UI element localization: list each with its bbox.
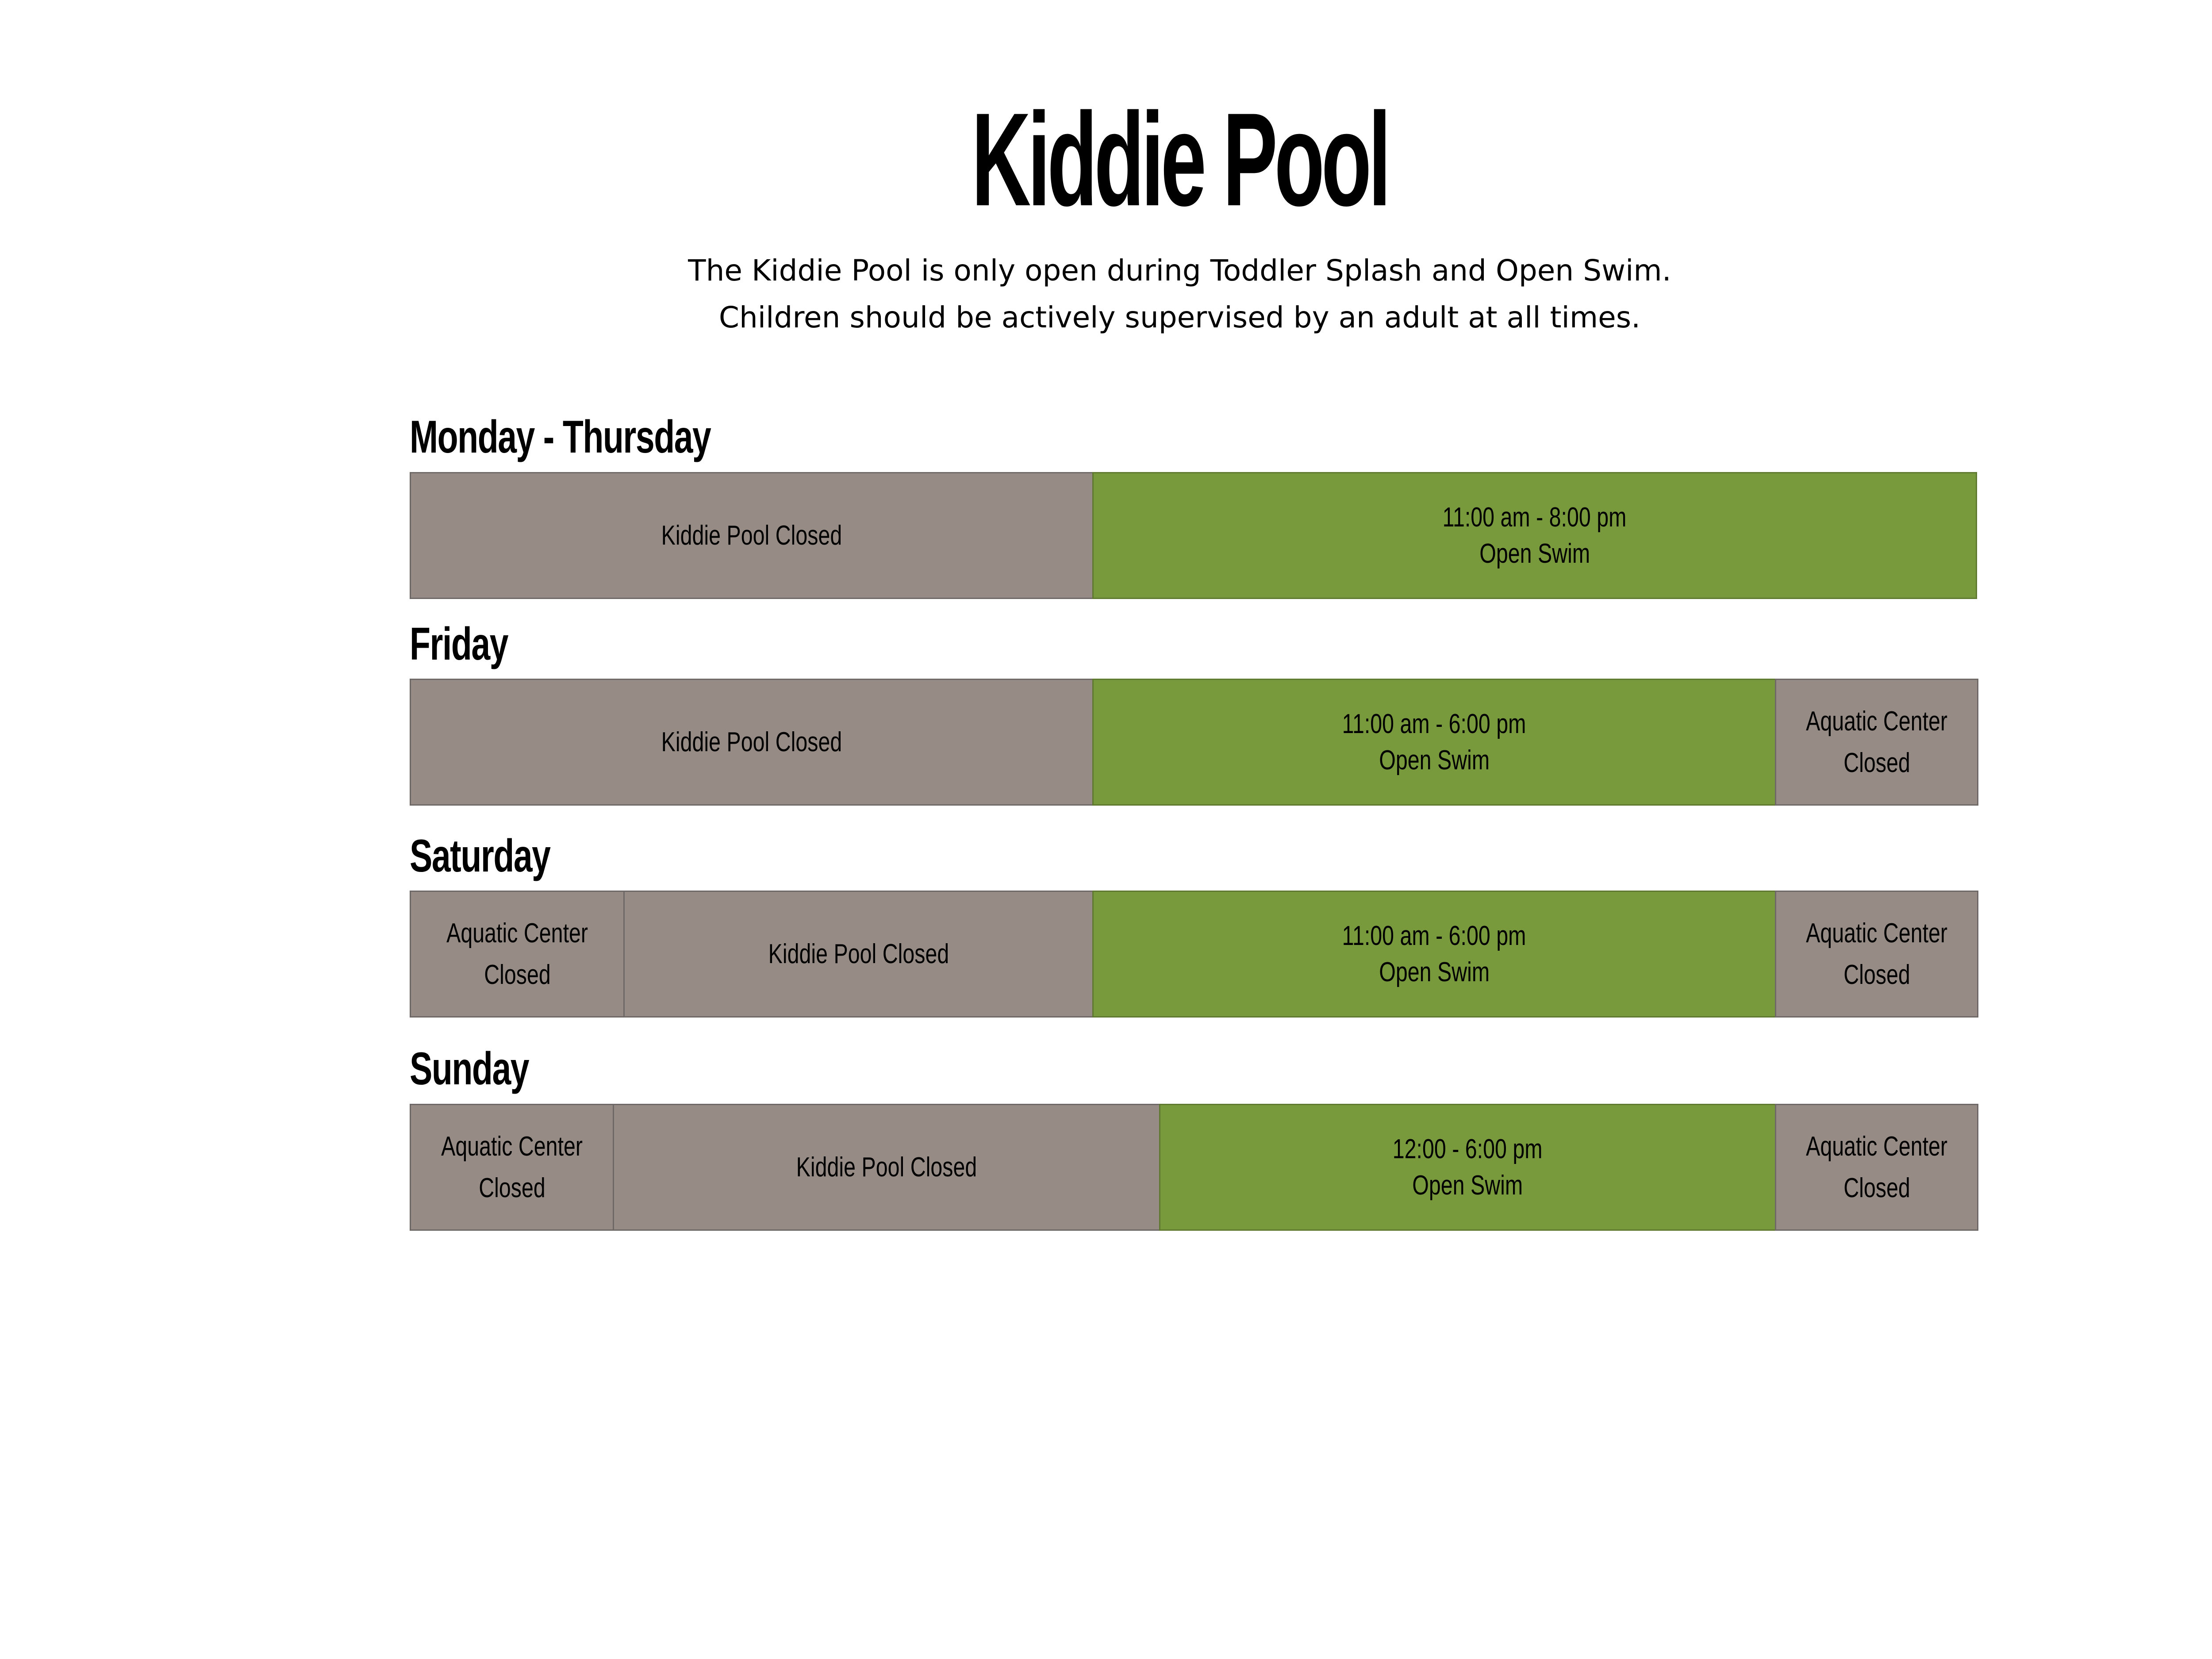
schedule-row-monday-thursday (410, 472, 1978, 599)
block-time: 12:00 - 6:00 pm (1393, 1133, 1543, 1164)
schedule-block (1092, 891, 1776, 1018)
block-text: Aquatic Center (441, 1131, 583, 1162)
schedule-block (410, 679, 1094, 806)
day-label-monday-thursday: Monday - Thursday (410, 411, 711, 463)
schedule-block (410, 472, 1094, 599)
block-time: 11:00 am - 8:00 pm (1443, 502, 1627, 533)
schedule-row-sunday (410, 1104, 1978, 1231)
schedule-block (1775, 679, 1978, 806)
intro-line-1: The Kiddie Pool is only open during Toddler Splash and Open Swim. (688, 253, 1671, 288)
schedule-block (1159, 1104, 1776, 1231)
schedule-block (1092, 679, 1776, 806)
block-text: Open Swim (1479, 538, 1590, 569)
block-text: Kiddie Pool Closed (661, 726, 842, 757)
schedule-block (1092, 472, 1977, 599)
intro-line-2: Children should be actively supervised by an adult at all times. (718, 300, 1641, 334)
schedule-block (410, 1104, 614, 1231)
block-text: Aquatic Center (1806, 706, 1947, 737)
schedule-block (613, 1104, 1160, 1231)
block-text: Aquatic Center (446, 918, 588, 949)
schedule-row-saturday (410, 891, 1978, 1018)
schedule-block (410, 891, 625, 1018)
block-time: 11:00 am - 6:00 pm (1342, 708, 1526, 739)
block-time: 11:00 am - 6:00 pm (1342, 920, 1526, 951)
day-label-saturday: Saturday (410, 830, 550, 882)
schedule-row-friday (410, 679, 1978, 806)
block-text: Kiddie Pool Closed (768, 938, 949, 969)
block-text: Closed (1843, 1172, 1910, 1203)
block-text: Closed (1843, 747, 1910, 778)
block-text: Kiddie Pool Closed (661, 520, 842, 551)
block-text: Closed (478, 1172, 545, 1203)
block-text: Open Swim (1412, 1170, 1523, 1201)
day-label-friday: Friday (410, 618, 508, 670)
schedule-block (1775, 1104, 1978, 1231)
block-text: Aquatic Center (1806, 1131, 1947, 1162)
block-text: Aquatic Center (1806, 918, 1947, 949)
page-title: Kiddie Pool (971, 85, 1388, 234)
block-text: Closed (484, 959, 551, 990)
block-text: Kiddie Pool Closed (796, 1152, 977, 1183)
day-label-sunday: Sunday (410, 1043, 529, 1094)
block-text: Closed (1843, 959, 1910, 990)
block-text: Open Swim (1379, 745, 1490, 776)
schedule-block (623, 891, 1094, 1018)
schedule-block (1775, 891, 1978, 1018)
block-text: Open Swim (1379, 956, 1490, 987)
